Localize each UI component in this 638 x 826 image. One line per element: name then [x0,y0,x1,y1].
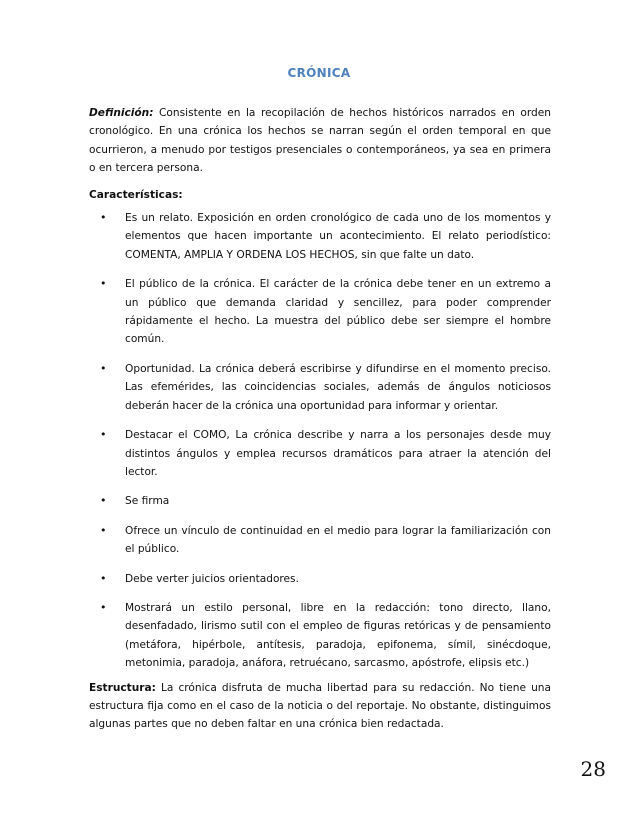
list-item-text: Oportunidad. La crónica deberá escribirse y difundirse en el momento preciso. Las efemérides, las coincidencias sociales, además de ángulos noticiosos deberán hacer de la crónica una oportunidad para informar y orientar. [125,362,551,412]
list-item [89,209,551,264]
bullet-icon: • [100,571,107,585]
list-item-text: El público de la crónica. El carácter de la crónica debe tener en un extremo a un público que demanda claridad y sencillez, para poder comprender rápidamente el hecho. La muestra del público debe ser siempre el hombre común. [125,278,551,346]
definition-label: Definición: [89,107,154,119]
list-item-text: Se firma [125,495,170,508]
list-item [89,426,551,481]
list-item-text: Destacar el COMO, La crónica describe y narra a los personajes desde muy distintos ángulos y emplea recursos dramáticos para atraer la atención del lector. [125,429,551,478]
bullet-icon: • [100,494,107,508]
list-item-text: Debe verter juicios orientadores. [125,572,299,585]
bullet-icon: • [100,600,107,614]
structure-paragraph [89,679,551,734]
list-item [89,360,551,415]
list-item-text: Ofrece un vínculo de continuidad en el medio para lograr la familiarización con el público. [125,524,551,556]
bullet-icon: • [100,523,107,537]
list-item-text: Mostrará un estilo personal, libre en la redacción: tono directo, llano, desenfadado, lirismo sutil con el empleo de figuras retóricas y de pensamiento (metáfora, hipérbole, antítesis, paradoja, epifonema, símil, sinécdoque, metonimia, paradoja, anáfora, retruécano, sarcasmo, apóstrofe, elipsis etc.) [125,601,551,670]
list-item [89,522,551,559]
bullet-icon: • [100,211,107,225]
characteristics-heading: Características: [89,188,183,201]
list-item [89,599,551,673]
bullet-icon: • [100,277,107,291]
structure-text: La crónica disfruta de mucha libertad para su redacción. No tiene una estructura fija como en el caso de la noticia o del reportaje. No obstante, distinguimos algunas partes que no deben faltar en una crónica bien redactada. [89,681,551,731]
page-title: CRÓNICA [287,66,351,80]
list-item [89,275,551,349]
definition-text: Consistente en la recopilación de hechos históricos narrados en orden cronológico. En una crónica los hechos se narran según el orden temporal en que ocurrieron, a menudo por testigos presenciales o contemporáneos, ya sea en primera o en tercera persona. [89,107,551,175]
bullet-icon: • [100,428,107,442]
definition-paragraph [89,104,551,178]
list-item-text: Es un relato. Exposición en orden cronológico de cada uno de los momentos y elementos que hacen importante un acontecimiento. El relato periodístico: COMENTA, AMPLIA Y ORDENA LOS HECHOS, sin que falte un dato. [125,212,551,261]
page-number: 28 [580,757,606,781]
characteristics-list [89,209,551,673]
bullet-icon: • [100,361,107,375]
document-body [89,104,551,734]
list-item [89,570,551,588]
structure-label: Estructura: [89,681,156,694]
list-item [89,492,551,510]
